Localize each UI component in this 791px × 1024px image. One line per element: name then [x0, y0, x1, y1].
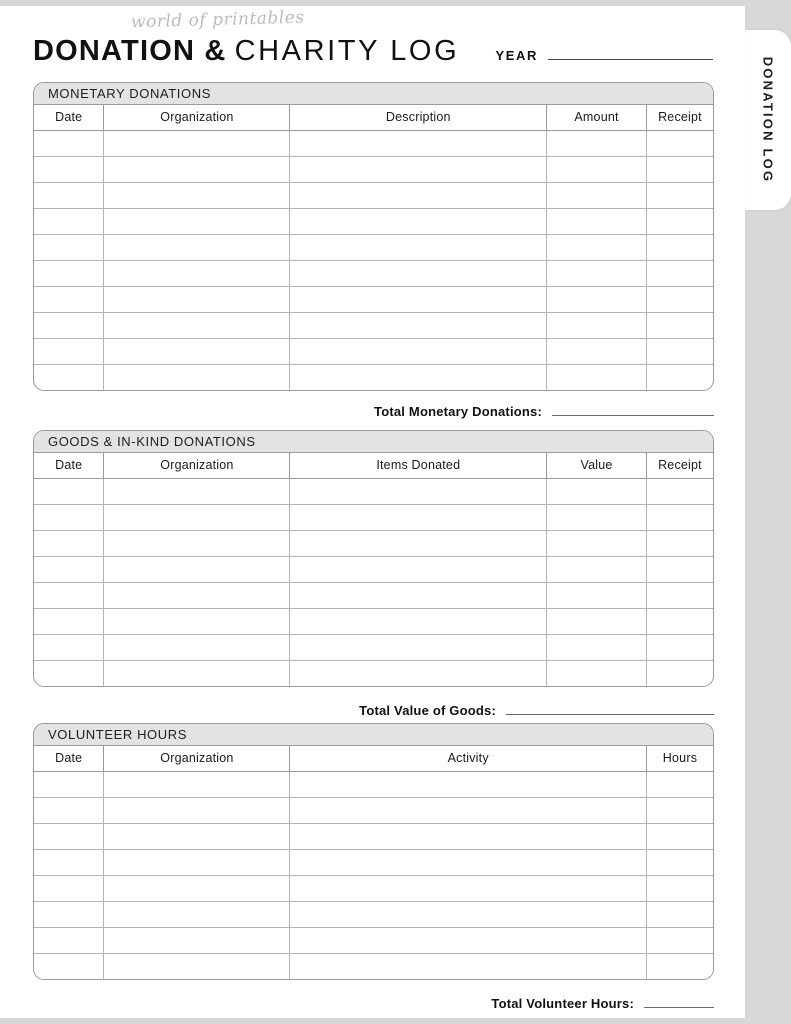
page-bottom-edge	[0, 1018, 791, 1024]
table-cell[interactable]	[104, 849, 290, 875]
table-cell[interactable]	[104, 182, 290, 208]
table-cell[interactable]	[290, 364, 547, 390]
table-cell[interactable]	[547, 582, 647, 608]
table-header-row	[34, 453, 713, 478]
table-cell[interactable]	[646, 312, 713, 338]
table-cell[interactable]	[34, 901, 104, 927]
table-row	[34, 338, 713, 364]
table-row	[34, 875, 713, 901]
table-row	[34, 797, 713, 823]
table-cell[interactable]	[290, 901, 646, 927]
table-cell[interactable]	[646, 530, 713, 556]
table-cell[interactable]	[646, 849, 713, 875]
table-cell[interactable]	[104, 556, 290, 582]
table-cell[interactable]	[547, 660, 647, 686]
side-index-tab[interactable]	[745, 30, 791, 210]
table-body-volunteer	[34, 771, 713, 979]
table-cell[interactable]	[290, 312, 547, 338]
section-goods-donations	[33, 430, 714, 687]
table-cell[interactable]	[547, 208, 647, 234]
table-row	[34, 634, 713, 660]
col-receipt: Receipt	[646, 105, 713, 130]
table-body-goods	[34, 478, 713, 686]
table-cell[interactable]	[646, 634, 713, 660]
table-cell[interactable]	[290, 660, 547, 686]
col-organization: Organization	[104, 105, 290, 130]
section-monetary-donations	[33, 82, 714, 391]
table-cell[interactable]	[104, 338, 290, 364]
table-row	[34, 771, 713, 797]
section-volunteer-hours	[33, 723, 714, 980]
col-date: Date	[34, 746, 104, 771]
total-volunteer-label: Total Volunteer Hours:	[491, 996, 634, 1011]
table-cell[interactable]	[547, 364, 647, 390]
table-cell[interactable]	[290, 530, 547, 556]
table-cell[interactable]	[34, 286, 104, 312]
table-cell[interactable]	[34, 338, 104, 364]
table-cell[interactable]	[104, 901, 290, 927]
table-cell[interactable]	[34, 875, 104, 901]
total-volunteer-input-line[interactable]	[644, 1007, 714, 1008]
table-cell[interactable]	[34, 260, 104, 286]
table-cell[interactable]	[646, 771, 713, 797]
table-cell[interactable]	[34, 797, 104, 823]
table-cell[interactable]	[34, 312, 104, 338]
table-row	[34, 208, 713, 234]
table-row	[34, 608, 713, 634]
table-cell[interactable]	[104, 156, 290, 182]
table-cell[interactable]	[34, 849, 104, 875]
total-goods-label: Total Value of Goods:	[359, 703, 496, 718]
table-row	[34, 286, 713, 312]
table-body-monetary	[34, 130, 713, 390]
table-row	[34, 953, 713, 979]
page-title-bold: DONATION &	[33, 35, 227, 67]
year-input-line[interactable]	[548, 59, 713, 60]
table-cell[interactable]	[104, 312, 290, 338]
table-row	[34, 849, 713, 875]
table-row	[34, 156, 713, 182]
table-cell[interactable]	[104, 875, 290, 901]
table-row	[34, 478, 713, 504]
total-monetary-input-line[interactable]	[552, 415, 714, 416]
table-cell[interactable]	[290, 582, 547, 608]
col-receipt: Receipt	[646, 453, 713, 478]
table-cell[interactable]	[290, 927, 646, 953]
table-cell[interactable]	[104, 286, 290, 312]
table-cell[interactable]	[34, 182, 104, 208]
table-cell[interactable]	[104, 953, 290, 979]
table-cell[interactable]	[290, 208, 547, 234]
table-cell[interactable]	[290, 823, 646, 849]
table-row	[34, 504, 713, 530]
table-cell[interactable]	[547, 260, 647, 286]
table-cell[interactable]	[34, 771, 104, 797]
page-header	[33, 7, 713, 72]
section-heading-monetary: MONETARY DONATIONS	[34, 83, 713, 105]
table-cell[interactable]	[290, 875, 646, 901]
table-cell[interactable]	[34, 478, 104, 504]
table-cell[interactable]	[290, 130, 547, 156]
page-title-light: CHARITY LOG	[234, 35, 460, 67]
table-cell[interactable]	[34, 556, 104, 582]
table-cell[interactable]	[646, 823, 713, 849]
col-date: Date	[34, 105, 104, 130]
table-cell[interactable]	[290, 849, 646, 875]
table-cell[interactable]	[104, 478, 290, 504]
table-cell[interactable]	[646, 260, 713, 286]
table-cell[interactable]	[290, 556, 547, 582]
table-cell[interactable]	[646, 556, 713, 582]
total-monetary-label: Total Monetary Donations:	[374, 404, 542, 419]
table-cell[interactable]	[646, 797, 713, 823]
table-monetary-donations	[34, 105, 713, 390]
table-cell[interactable]	[646, 608, 713, 634]
side-index-tab-label: DONATION LOG	[760, 56, 776, 184]
total-monetary-row	[33, 404, 714, 419]
table-cell[interactable]	[646, 208, 713, 234]
table-cell[interactable]	[290, 260, 547, 286]
table-header-row	[34, 746, 713, 771]
table-cell[interactable]	[646, 875, 713, 901]
col-organization: Organization	[104, 746, 290, 771]
table-cell[interactable]	[547, 530, 647, 556]
col-amount: Amount	[547, 105, 647, 130]
table-cell[interactable]	[290, 953, 646, 979]
table-cell[interactable]	[646, 286, 713, 312]
table-cell[interactable]	[104, 771, 290, 797]
table-cell[interactable]	[646, 182, 713, 208]
table-cell[interactable]	[34, 208, 104, 234]
table-cell[interactable]	[290, 286, 547, 312]
table-cell[interactable]	[104, 797, 290, 823]
table-cell[interactable]	[646, 927, 713, 953]
table-row	[34, 182, 713, 208]
section-heading-goods: GOODS & IN-KIND DONATIONS	[34, 431, 713, 453]
table-cell[interactable]	[547, 338, 647, 364]
table-row	[34, 556, 713, 582]
table-row	[34, 234, 713, 260]
table-cell[interactable]	[290, 771, 646, 797]
table-cell[interactable]	[290, 608, 547, 634]
table-cell[interactable]	[646, 660, 713, 686]
table-cell[interactable]	[646, 478, 713, 504]
page-title	[33, 35, 459, 67]
table-volunteer-hours	[34, 746, 713, 979]
table-cell[interactable]	[104, 504, 290, 530]
table-cell[interactable]	[104, 260, 290, 286]
table-cell[interactable]	[34, 634, 104, 660]
col-value: Value	[547, 453, 647, 478]
table-cell[interactable]	[34, 953, 104, 979]
col-description: Description	[290, 105, 547, 130]
table-cell[interactable]	[104, 582, 290, 608]
table-row	[34, 260, 713, 286]
table-cell[interactable]	[290, 156, 547, 182]
table-cell[interactable]	[646, 364, 713, 390]
table-row	[34, 312, 713, 338]
total-goods-row	[33, 703, 714, 718]
table-cell[interactable]	[34, 156, 104, 182]
table-row	[34, 364, 713, 390]
col-organization: Organization	[104, 453, 290, 478]
table-cell[interactable]	[646, 234, 713, 260]
table-cell[interactable]	[104, 927, 290, 953]
table-row	[34, 582, 713, 608]
table-row	[34, 530, 713, 556]
table-cell[interactable]	[547, 634, 647, 660]
brand-wordmark: world of printables	[130, 7, 305, 33]
table-cell[interactable]	[547, 234, 647, 260]
table-cell[interactable]	[547, 478, 647, 504]
table-cell[interactable]	[34, 823, 104, 849]
table-cell[interactable]	[290, 182, 547, 208]
total-goods-input-line[interactable]	[506, 714, 714, 715]
table-cell[interactable]	[104, 608, 290, 634]
table-header-row	[34, 105, 713, 130]
table-cell[interactable]	[34, 608, 104, 634]
col-activity: Activity	[290, 746, 646, 771]
table-cell[interactable]	[34, 582, 104, 608]
table-row	[34, 660, 713, 686]
table-row	[34, 927, 713, 953]
table-cell[interactable]	[104, 208, 290, 234]
table-row	[34, 130, 713, 156]
table-row	[34, 823, 713, 849]
table-cell[interactable]	[547, 130, 647, 156]
table-cell[interactable]	[104, 530, 290, 556]
col-items-donated: Items Donated	[290, 453, 547, 478]
table-cell[interactable]	[547, 286, 647, 312]
table-cell[interactable]	[290, 797, 646, 823]
table-cell[interactable]	[104, 634, 290, 660]
table-cell[interactable]	[34, 504, 104, 530]
year-label: YEAR	[495, 48, 538, 63]
year-field-group	[495, 48, 713, 63]
table-cell[interactable]	[34, 234, 104, 260]
table-cell[interactable]	[646, 582, 713, 608]
table-cell[interactable]	[290, 504, 547, 530]
total-volunteer-row	[33, 996, 714, 1011]
table-cell[interactable]	[547, 312, 647, 338]
col-date: Date	[34, 453, 104, 478]
table-cell[interactable]	[34, 927, 104, 953]
table-cell[interactable]	[646, 504, 713, 530]
table-cell[interactable]	[290, 634, 547, 660]
table-cell[interactable]	[646, 901, 713, 927]
table-cell[interactable]	[547, 182, 647, 208]
table-cell[interactable]	[646, 156, 713, 182]
table-cell[interactable]	[290, 338, 547, 364]
table-cell[interactable]	[290, 478, 547, 504]
table-cell[interactable]	[290, 234, 547, 260]
table-cell[interactable]	[547, 156, 647, 182]
table-cell[interactable]	[34, 130, 104, 156]
table-cell[interactable]	[104, 130, 290, 156]
table-cell[interactable]	[104, 660, 290, 686]
table-cell[interactable]	[646, 338, 713, 364]
table-cell[interactable]	[34, 530, 104, 556]
table-cell[interactable]	[646, 130, 713, 156]
table-goods-donations	[34, 453, 713, 686]
table-cell[interactable]	[104, 823, 290, 849]
table-cell[interactable]	[104, 364, 290, 390]
col-hours: Hours	[646, 746, 713, 771]
table-cell[interactable]	[104, 234, 290, 260]
table-cell[interactable]	[547, 556, 647, 582]
table-cell[interactable]	[34, 364, 104, 390]
table-cell[interactable]	[547, 608, 647, 634]
section-heading-volunteer: VOLUNTEER HOURS	[34, 724, 713, 746]
table-cell[interactable]	[34, 660, 104, 686]
table-row	[34, 901, 713, 927]
table-cell[interactable]	[547, 504, 647, 530]
table-cell[interactable]	[646, 953, 713, 979]
